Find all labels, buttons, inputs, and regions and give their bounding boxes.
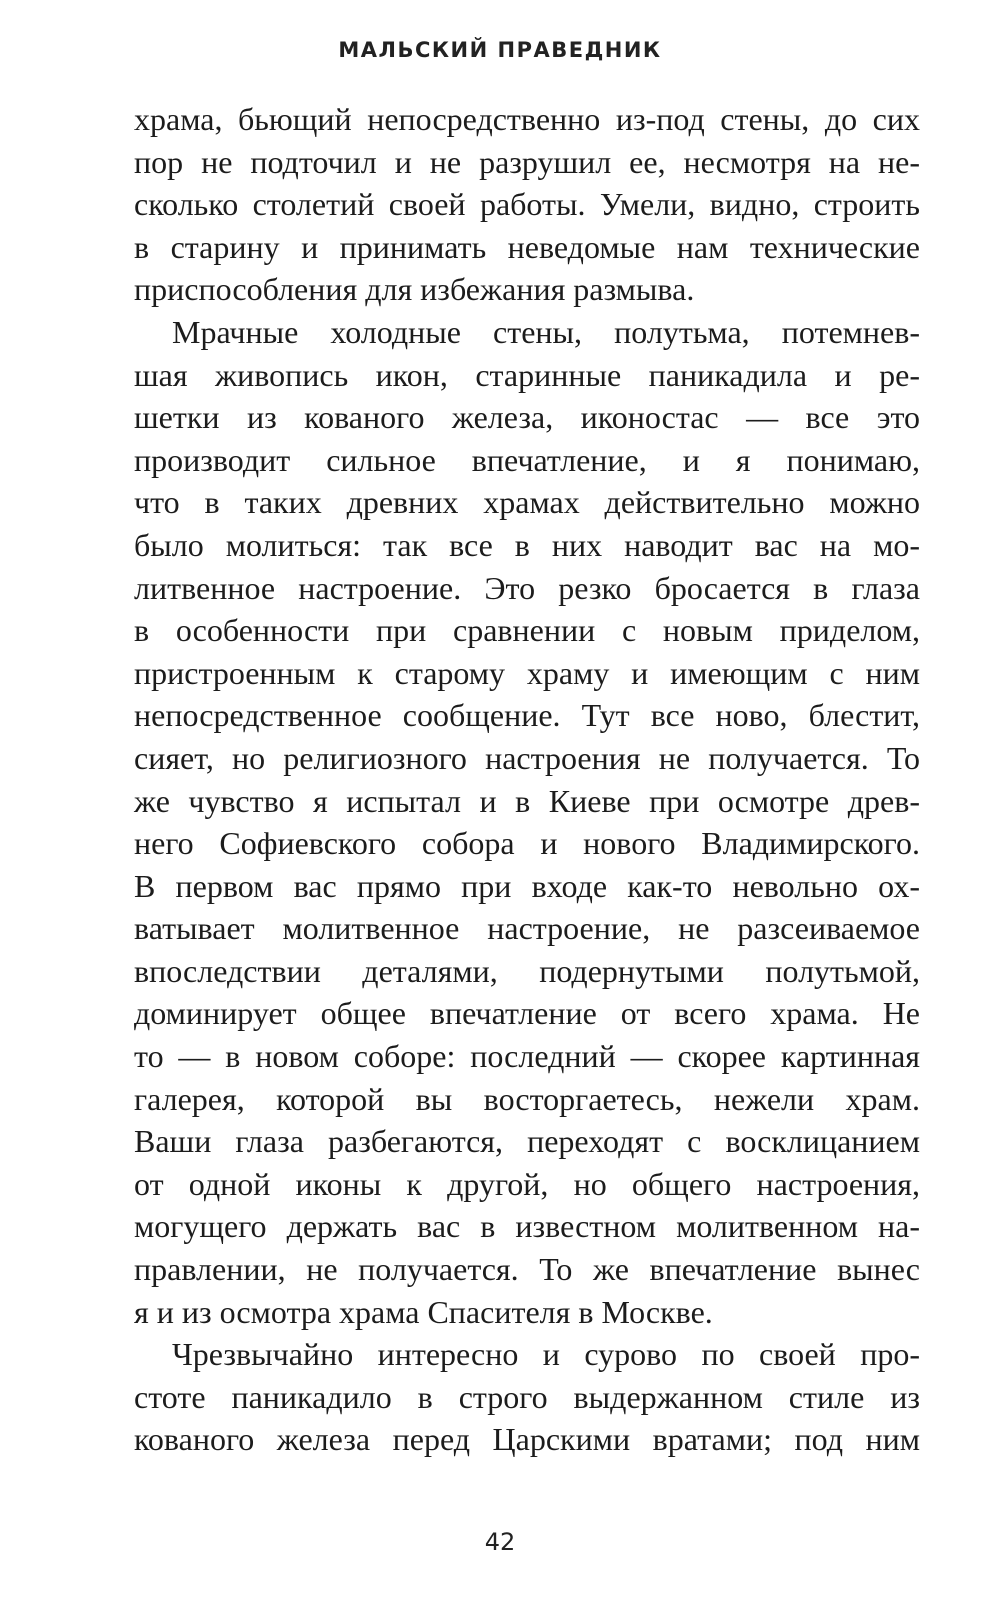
text-line: стоте паникадило в строго выдержанном стиле из xyxy=(134,1378,920,1415)
running-header: МАЛЬСКИЙ ПРАВЕДНИК xyxy=(338,38,662,62)
text-line: что в таких древних храмах действительно можно xyxy=(134,484,920,521)
text-line: было молиться: так все в них наводит вас на мо- xyxy=(134,526,920,563)
text-line: храма, бьющий непосредственно из-под стены, до сих xyxy=(134,101,920,137)
text-line: приспособления для избежания размыва. xyxy=(134,271,695,308)
text-line: впоследствии деталями, подернутыми полутьмой, xyxy=(134,952,920,989)
text-line: ватывает молитвенное настроение, не разсеиваемое xyxy=(134,910,920,947)
text-line: Мрачные холодные стены, полутьма, потемнев- xyxy=(172,313,920,350)
text-line: в старину и принимать неведомые нам технические xyxy=(134,228,920,265)
text-line: сияет, но религиозного настроения не получается. То xyxy=(134,739,920,776)
paragraph xyxy=(134,311,920,1333)
text-line: пор не подточил и не разрушил ее, несмотря на не- xyxy=(134,143,920,180)
text-line: него Софиевского собора и нового Владимирского. xyxy=(134,825,920,862)
page-number: 42 xyxy=(484,1528,516,1556)
text-line: литвенное настроение. Это резко бросается в глаза xyxy=(134,569,920,606)
text-line: же чувство я испытал и в Киеве при осмотре древ- xyxy=(134,782,920,819)
text-line: кованого железа перед Царскими вратами; под ним xyxy=(134,1421,920,1458)
text-line: от одной иконы к другой, но общего настроения, xyxy=(134,1165,920,1202)
text-line: правлении, не получается. То же впечатление вынес xyxy=(134,1251,920,1288)
text-line: доминирует общее впечатление от всего храма. Не xyxy=(134,995,920,1032)
text-line: В первом вас прямо при входе как-то невольно ох- xyxy=(134,867,920,904)
text-line: Чрезвычайно интересно и сурово по своей про- xyxy=(172,1336,920,1373)
paragraph xyxy=(134,1333,920,1461)
text-line: то — в новом соборе: последний — скорее картинная xyxy=(134,1038,920,1075)
text-line: пристроенным к старому храму и имеющим с ним xyxy=(134,654,920,691)
body-text xyxy=(134,98,920,1461)
text-line: шая живопись икон, старинные паникадила и ре- xyxy=(134,356,920,393)
text-line: я и из осмотра храма Спасителя в Москве. xyxy=(134,1293,713,1330)
text-line: в особенности при сравнении с новым приделом, xyxy=(134,612,920,649)
paragraph xyxy=(134,98,920,311)
text-line: сколько столетий своей работы. Умели, видно, строить xyxy=(134,186,920,223)
text-line: галерея, которой вы восторгаетесь, нежели храм. xyxy=(134,1080,920,1117)
text-line: Ваши глаза разбегаются, переходят с восклицанием xyxy=(134,1123,920,1160)
text-line: могущего держать вас в известном молитвенном на- xyxy=(134,1208,920,1245)
text-line: шетки из кованого железа, иконостас — все это xyxy=(134,399,920,436)
text-line: непосредственное сообщение. Тут все ново, блестит, xyxy=(134,697,920,734)
text-line: производит сильное впечатление, и я понимаю, xyxy=(134,441,920,478)
